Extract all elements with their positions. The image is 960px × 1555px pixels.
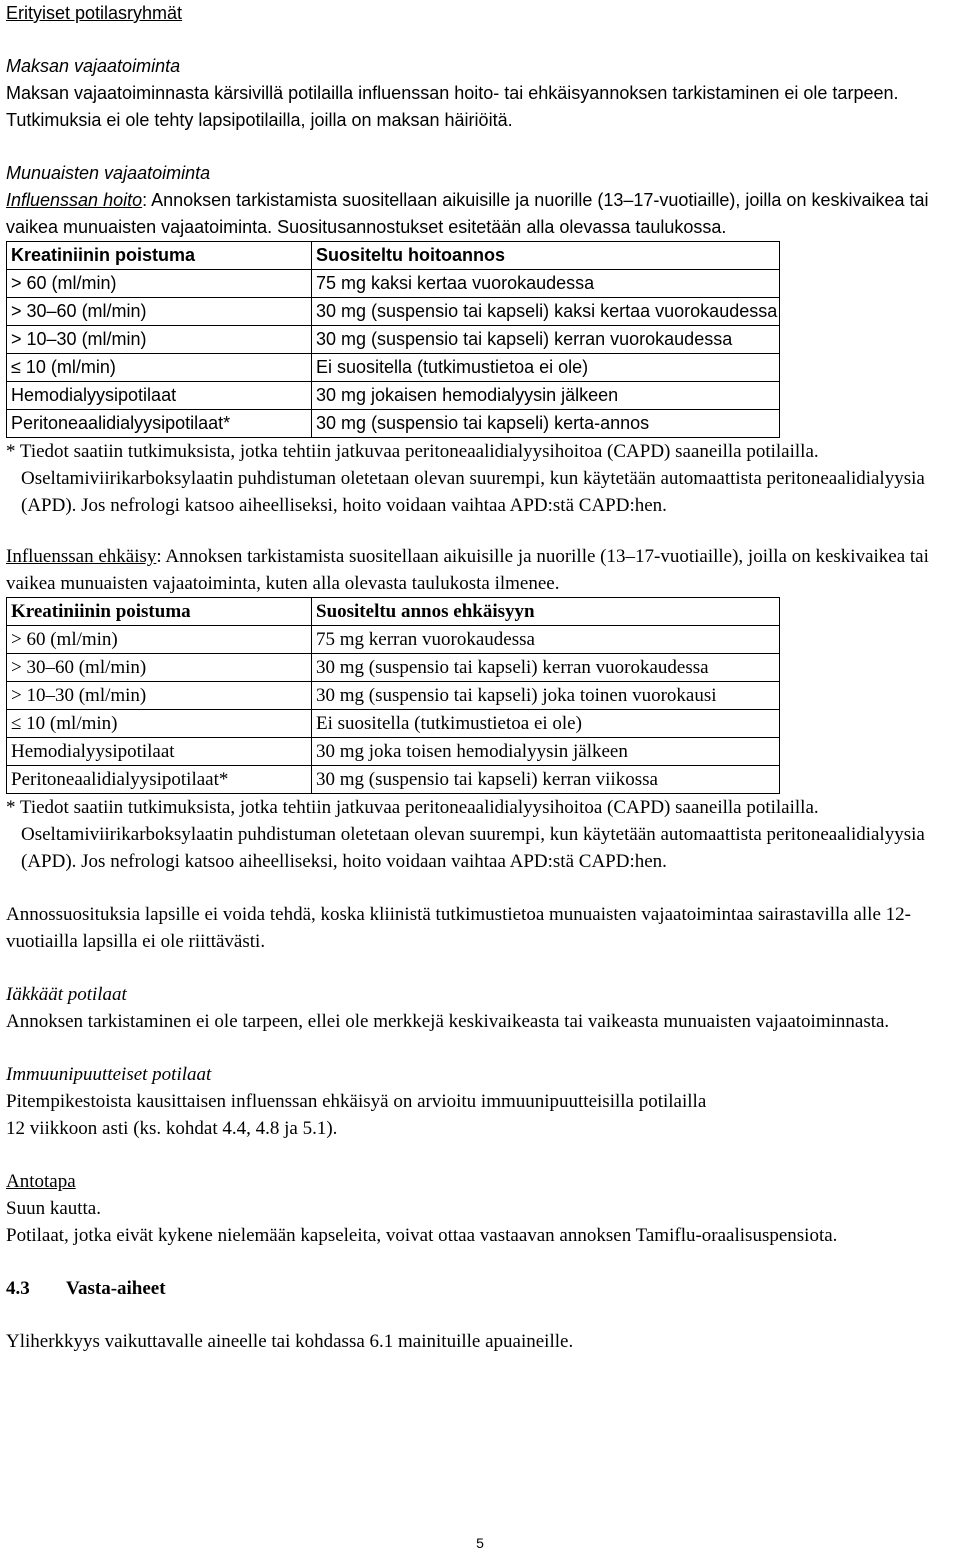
dose-cell: 30 mg (suspensio tai kapseli) joka toinen vuorokausi <box>312 682 780 710</box>
table-header-cell: Kreatiniinin poistuma <box>7 598 312 626</box>
table-row <box>7 654 780 682</box>
treatment-label: Influenssan hoito <box>6 190 143 210</box>
dose-cell: 30 mg (suspensio tai kapseli) kerran vuorokaudessa <box>312 654 780 682</box>
dose-cell: 30 mg joka toisen hemodialyysin jälkeen <box>312 738 780 766</box>
table-row <box>7 270 780 298</box>
creatinine-clearance-cell: Hemodialyysipotilaat <box>7 382 312 410</box>
table-row <box>7 626 780 654</box>
prevention-dose-table-body <box>7 598 780 794</box>
immuno-line-1: Pitempikestoista kausittaisen influenssan ehkäisyä on arvioitu immuunipuutteisilla potilailla <box>6 1091 707 1112</box>
section-number: 4.3 <box>6 1278 30 1299</box>
dose-cell: 30 mg (suspensio tai kapseli) kerta-annos <box>312 410 780 438</box>
immuno-heading: Immuunipuutteiset potilaat <box>6 1064 212 1085</box>
table-row <box>7 682 780 710</box>
table-header-row <box>7 242 780 270</box>
prevention-footnote: * Tiedot saatiin tutkimuksista, jotka tehtiin jatkuvaa peritoneaalidialyysihoitoa (CAPD) saaneilla potilailla. Oseltamiviirikarboksylaatin puhdistuman oletetaan olevan suurempi, kun käytetään automaattista peritoneaalidialyysia (APD). Jos nefrologi katsoo aiheelliseksi, hoito voidaan vaihtaa APD:stä CAPD:hen. <box>6 797 925 872</box>
table-row <box>7 710 780 738</box>
children-note: Annossuosituksia lapsille ei voida tehdä, koska kliinistä tutkimustietoa munuaisten vajaatoimintaa sairastavilla alle 12-vuotiailla lapsilla ei ole riittävästi. <box>6 904 911 952</box>
immuno-line-2: 12 viikkoon asti (ks. kohdat 4.4, 4.8 ja 5.1). <box>6 1118 338 1139</box>
treatment-text: : Annoksen tarkistamista suositellaan aikuisille ja nuorille (13–17-vuotiaille), joilla on keskivaikea tai vaikea munuaisten vajaatoiminta. Suositusannostukset esitetään alla olevassa taulukossa. <box>6 190 929 237</box>
dose-cell: 30 mg jokaisen hemodialyysin jälkeen <box>312 382 780 410</box>
prevention-text: : Annoksen tarkistamista suositellaan aikuisille ja nuorille (13–17-vuotiaille), joilla on keskivaikea tai vaikea munuaisten vajaatoiminta, kuten alla olevasta taulukosta ilmenee. <box>6 546 929 594</box>
section-4-3-heading <box>6 1275 952 1302</box>
document-page <box>6 0 952 1355</box>
liver-text: Maksan vajaatoiminnasta kärsivillä potilailla influenssan hoito- tai ehkäisyannoksen tarkistaminen ei ole tarpeen. Tutkimuksia ei ole tehty lapsipotilailla, joilla on maksan häiriöitä. <box>6 83 899 130</box>
page-number: 5 <box>476 1535 484 1551</box>
treatment-footnote: * Tiedot saatiin tutkimuksista, jotka tehtiin jatkuvaa peritoneaalidialyysihoitoa (CAPD) saaneilla potilailla. Oseltamiviirikarboksylaatin puhdistuman oletetaan olevan suurempi, kun käytetään automaattista peritoneaalidialyysia (APD). Jos nefrologi katsoo aiheelliseksi, hoito voidaan vaihtaa APD:stä CAPD:hen. <box>6 441 925 516</box>
table-row <box>7 326 780 354</box>
elderly-heading: Iäkkäät potilaat <box>6 984 127 1005</box>
liver-heading: Maksan vajaatoiminta <box>6 56 181 76</box>
creatinine-clearance-cell: Hemodialyysipotilaat <box>7 738 312 766</box>
administration-line-1: Suun kautta. <box>6 1198 101 1219</box>
administration-line-2: Potilaat, jotka eivät kykene nielemään kapseleita, voivat ottaa vastaavan annoksen Tamiflu-oraalisuspensiota. <box>6 1225 838 1246</box>
creatinine-clearance-cell: > 30–60 (ml/min) <box>7 654 312 682</box>
dose-cell: 75 mg kerran vuorokaudessa <box>312 626 780 654</box>
table-row <box>7 738 780 766</box>
creatinine-clearance-cell: > 60 (ml/min) <box>7 270 312 298</box>
prevention-dose-table <box>6 597 780 794</box>
table-row <box>7 410 780 438</box>
creatinine-clearance-cell: ≤ 10 (ml/min) <box>7 354 312 382</box>
creatinine-clearance-cell: > 10–30 (ml/min) <box>7 682 312 710</box>
treatment-dose-table-body <box>7 242 780 438</box>
section-title-4-3: Vasta-aiheet <box>66 1278 166 1299</box>
table-header-cell: Suositeltu annos ehkäisyyn <box>312 598 780 626</box>
creatinine-clearance-cell: ≤ 10 (ml/min) <box>7 710 312 738</box>
elderly-text: Annoksen tarkistaminen ei ole tarpeen, ellei ole merkkejä keskivaikeasta tai vaikeasta munuaisten vajaatoiminnasta. <box>6 1011 890 1032</box>
creatinine-clearance-cell: > 10–30 (ml/min) <box>7 326 312 354</box>
treatment-dose-table <box>6 241 780 438</box>
administration-heading: Antotapa <box>6 1171 76 1192</box>
table-header-cell: Kreatiniinin poistuma <box>7 242 312 270</box>
table-row <box>7 354 780 382</box>
section-title: Erityiset potilasryhmät <box>6 3 183 23</box>
dose-cell: Ei suositella (tutkimustietoa ei ole) <box>312 354 780 382</box>
dose-cell: 30 mg (suspensio tai kapseli) kerran viikossa <box>312 766 780 794</box>
creatinine-clearance-cell: Peritoneaalidialyysipotilaat* <box>7 410 312 438</box>
table-row <box>7 382 780 410</box>
table-header-row <box>7 598 780 626</box>
dose-cell: 30 mg (suspensio tai kapseli) kaksi kertaa vuorokaudessa <box>312 298 780 326</box>
contraindications-text: Yliherkkyys vaikuttavalle aineelle tai kohdassa 6.1 mainituille apuaineille. <box>6 1331 574 1352</box>
table-row <box>7 766 780 794</box>
kidney-treatment-paragraph <box>6 187 952 241</box>
creatinine-clearance-cell: > 60 (ml/min) <box>7 626 312 654</box>
dose-cell: 30 mg (suspensio tai kapseli) kerran vuorokaudessa <box>312 326 780 354</box>
prevention-label: Influenssan ehkäisy <box>6 546 157 567</box>
dose-cell: Ei suositella (tutkimustietoa ei ole) <box>312 710 780 738</box>
dose-cell: 75 mg kaksi kertaa vuorokaudessa <box>312 270 780 298</box>
table-header-cell: Suositeltu hoitoannos <box>312 242 780 270</box>
creatinine-clearance-cell: > 30–60 (ml/min) <box>7 298 312 326</box>
kidney-prevention-paragraph <box>6 543 952 597</box>
creatinine-clearance-cell: Peritoneaalidialyysipotilaat* <box>7 766 312 794</box>
kidney-heading: Munuaisten vajaatoiminta <box>6 163 211 183</box>
table-row <box>7 298 780 326</box>
